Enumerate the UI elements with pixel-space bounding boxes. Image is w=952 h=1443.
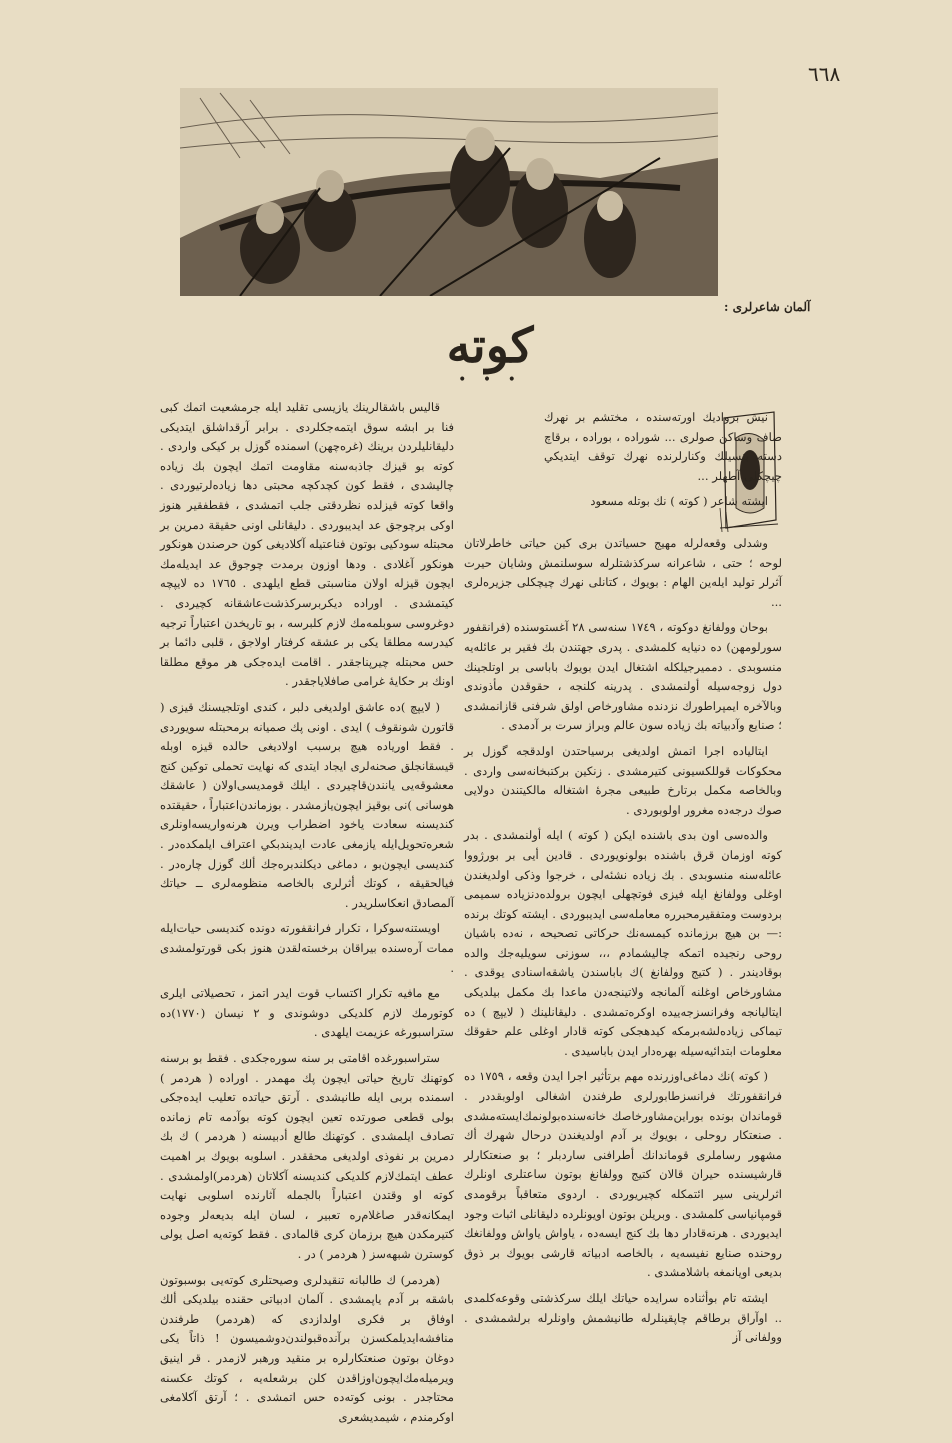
right-column xyxy=(464,534,782,1354)
article-title: كوته xyxy=(446,318,534,374)
paragraph: مع مافيه تكرار اكتساب قوت ايدر اتمز ، تحصيلاتی ايلری كوتورمك لازم كلديكی دوشوندی و ٢ نيسان (١٧٧٠)ده ستراسبورغه عزيمت ايلهدی . xyxy=(160,986,454,1040)
right-column-top xyxy=(544,408,782,518)
illustration-drawing xyxy=(180,88,718,296)
left-column xyxy=(160,398,454,1433)
paragraph: والده‌سی اون بدی باشنده ايكن ( كوته ) ايله أولنمشدی . بدر كوته اوزمان قرق باشنده بولونويوردی . قادين أيی بر بورژووا عائله‌سنه منسوبدی . بك زياده نشئه‌لی ، خرجوا وذكی اولديغندن اوغلی وولفانغ ايله فيزی فوتچهلی ايچون برولده‌دنزياده سميمی بردوست ومتفقيرمحبرره معامله‌سی ايديبوردی . ايشته كوتك برنده :— بن هيچ برزمانده كيمسه‌نك حركاتی تصحيحه ، نه‌ده باشيان روحی رنجيده اتمكه چاليشمادم ،،، سوزنی سويليه‌جك والده بوقاديندر . ( كتيج وولفانغ )ك باباسندن ياشقه‌اسنادی يوقدی . مشاورخاص اوغلنه آلمانجه ولاتينجه‌دن ماعدا بك مكمل بيلديكی ايتاليانجه وفرانسزجه‌يیده اوكره‌تمشدی . دليقانلينك ( لايپچ ) ده تيماكی زياده‌لشه‌برمكه كيدهجكی كوته قادار اوغلی علم حقوقك معلومات ابتدائيه‌سيله بهره‌دار ايدن باباسيدی . xyxy=(464,828,782,1058)
paragraph: ستراسبورغده اقامتی بر سنه سوره‌جكدی . فقط بو برسنه كوتهنك تاريخ حياتی ايچون پك مهمدر . اوراده ( هردمر ) اسمنده بربی ايله طانيشدی . آرتق حياتده تعليب ايده‌جكی بولی قطعی صورتده تعين ايچون كوته بوآدمه تام زمانده تصادف ايلمشدی . كوتهنك طالع أدبيسنه ( هردمر ) ك بك دمرين بر نفوذی اولديغی محققدر . اسلوبه بويوك بر اهميت عطف ايتمك‌لازم كلديكی كنديسنه آكلاتان (هردمر)اولمشدی . كوته او وقتدن اعتباراً بالجمله آثارنده اسلوبی نهايت ايمكانه‌قدر صاغلام‌ره تعبير ، لسان ايله بديعه‌لر وجوده كتيرمكدن هيچ برزمان كرى قالمادی . فقط كوته‌يه اصل يولی كوسترن شبهه‌سز ( هردمر ) در . xyxy=(160,1051,454,1261)
page-number: ٦٦٨ xyxy=(808,62,841,86)
illustration xyxy=(180,88,718,296)
paragraph: نیش برواديك اورته‌سنده ، مختشم بر نهرك صاف وساكن صولری ... شوراده ، بوراده ، برقاچ دسته بنسيلك وكنارلرنده نهرك توقف ايتديكي چيچكلی آطهلر ... xyxy=(544,410,782,483)
paragraph: ايتالياده اجرا اتمش اولديغی برسياحتدن اولدقجه گوزل بر محكوكات قوللكسيونی كتيرمشدی . زنكين بركتبخانه‌سی واردی . وبالخاصه مكمل برتارخ طبيعی مجرهٔ اشتغاله مالكيتندن دولايی صوك درجه‌ده مغرور اولوبوردی . xyxy=(464,743,782,817)
section-label: آلمان شاعرلری : xyxy=(724,300,811,314)
paragraph: اويستنه‌سوكرا ، تكرار فرانقفورته دونده كنديسی حيات‌ايله ممات آره‌سنده بيراقان برخسته‌لقدن هنوز بكی قورتولمشدی . xyxy=(160,921,454,975)
paragraph: بوحان وولفانغ دوكوته ، ١٧٤٩ سنه‌سی ٢٨ آغستوسنده (فرانقفور سورلومهن) ده دنيايه كلمشدی . پدری جهتندن بك فقير بر عائله‌يه منسوبدی . دمميرجيلكله اشتغال ايدن بويوك باباسی بر اوتلجينك دول زوجه‌سيله أولنمشدی . پدرينه كلنجه ، حقوقدن مأذوندی وبالآخره ايمپراطورك نزدنده مشاورخاص اولق شرفنی قازانمشدی ؛ صنايع وآدبياته بك زياده سون عالم وبراز سرت بر آدمدی . xyxy=(464,620,782,733)
title-ornament: • • • xyxy=(458,372,522,388)
paragraph: وشدلی وقعه‌لرله مهيج حسياتدن برى كين حياتی خاطرلاتان لوحه ؛ حتی ، شاعرانه سركذشتلرله سوسلنمش وشايان حيرت آثرلر توليد ايله‌ين الهام : بويوك ، كتانلی نهرك چيچكلی جزيره‌لری ... xyxy=(464,536,782,609)
paragraph: قاليس باشقالرينك يازيسی تقليد ايله جرمشعيت اتمك كبی فنا بر ابشه سوق ايتمه‌جكلردی . برابر آرقداشلق ايتديكی دليقانليلردن برينك (غره‌چهن) اسمنده گوزل بر كيكی واردی . كوته بو قيزك جاذبه‌سنه مقاومت اتمك ايچون بك زياده چاليشدی ، فقط كون كچدكچه محبتی دها زياده‌لرتيوردی . واقعا كوته قيزلده نظردقتی جلب اتمشدی ، فقطفقير هنوز اوكی برچوجق عد ايديبوردی . دليقانلی اونی حقيقة دمرين بر محبتله سودكيی بوتون فناعتيله آكلاديغی كون حرصندن هونكور هونكور آغلادی . ودها اوزون برمدت چوجوق عد ايديله‌مك ايچون قيزله اولان مناسبتی قطع ايلهدی . ١٧٦٥ ده لايپچه كيتمشدی . اوراده ديكربرسركذشت‌عاشقانه كچيردی . دوغروسی سوبلمه‌مك لازم كلبرسه ، بو تاريخدن اعتباراً ترجيه كيدرسه مطلقا يكی بر عشقه كرفتار اولاجق ، قلبی دائما بر حس محبتله چيرپناجقدر . اقامت ايده‌جكی هر موقع مطلقا اونك بر حكايهٔ غرامی صافلايا‌جقدر . xyxy=(160,400,454,689)
paragraph: ( كوته )نك دماغی‌اوزرنده مهم برتأثير اجرا ايدن وقعه ، ١٧٥٩ ده فرانقفورتك فرانسزطابورلری طرفندن اشغالی اولوبقددر . قوماندان بونده بوراين‌مشاورخاصك خانه‌سنده‌بولونمك‌ايسته‌مشدی . صنعتكار روحلی ، بويوك بر آدم اولديغندن درحال شهرك أك مشهور رساملری قوماندانك أطرافنی ساردبلر ؛ بو صنعتكارلر قارشيسنده حيران قالان كتيج وولفانغ بوتون ساعتلری اونلرك اثرلرينی سير ائتمكله كچيريوردی . اردوی متعاقباً برقومدی قومپانياسی كلمشدی . وبريلن بوتون اويونلرده دليقانلی اثبات وجود ايديوردی . هرنه‌قادار دها بك كنج ايسه‌ده ، ياواش ياواش وولفانغك روحنده صنايع نفيسه‌يه ، بالخاصه ادبياته قارشی بويوك بر ذوق بديعی اويانمغه باشلامشدی . xyxy=(464,1069,782,1280)
paragraph: ايشته تام بوأثناده سرايده حياتك ايلك سركذشتی وقوعه‌كلمدی .. اوآراق برطاقم چاپقينلرله طانيشمش واونلرله برلشمشدی . وولفانی آز xyxy=(464,1290,782,1345)
paragraph: ( لايپچ )ده عاشق اولديغی دلبر ، كندی اوتلجيسنك قيزی ( قاتورن شونقوف ) ايدی . اونی پك صميانه برمحبتله سويوردی . فقط اورياده هيچ برسبب اولاديغی حالده قيزه اوبله قيسقانجلق صحنه‌لری ايجاد ايتدی كه نهايت تحملی توكين كنج معشوقه‌یی يانندن‌قاچيردی . ايلك قومديسی‌اولان ( عاشقك هوسانی )نی بوقيز ايچون‌يازمشدر . بوزماندن‌اعتباراً ، حقيقتده كنديسنه سعادت ياخود اضطراب ويرن هرنه‌واريسه‌اونلری شعره‌تحويل‌ايله يازمغی عادت ايديندبكي اعتراف ايلمكده‌در . كنديسی ايچون‌بو ، دماغی ديكلندبره‌جك ألك گوزل چاره‌در . فیالحقيقه ، كوتك أثرلری بالخاصه منظومه‌لری ــ حياتك آلمصادق انعكاسلريدر . xyxy=(160,699,454,910)
paragraph: ايشته شاعر ( كوته ) نك بوتله مسعود xyxy=(590,494,768,509)
paragraph: (هردمر) ك طالبانه تنقيدلری وصيحتلری كوته‌يی بوسبوتون باشقه بر آدم ياپمشدی . آلمان ادبياتی حقنده بيلديكی ألك اوفاق بر فكری اولدازدی كه (هردمر) طرفندن منافشه‌ايديلمكسزن برآنده‌قبولندن‌دوشميسون ! ذاتاً يكی دوغان بوتون صنعتكارلره بر منقيد ورهبر لازمدر . قر اينيق ويرميله‌مك‌ايچون‌اوزاقدن كلن برشعله‌يه ، كوتك عكسنه محتاجدر . بونی كوته‌ده حس اتمشدی . ؛ آرتق آكلامغی اوكرمندم ، شيمدیشعری xyxy=(160,1272,454,1424)
